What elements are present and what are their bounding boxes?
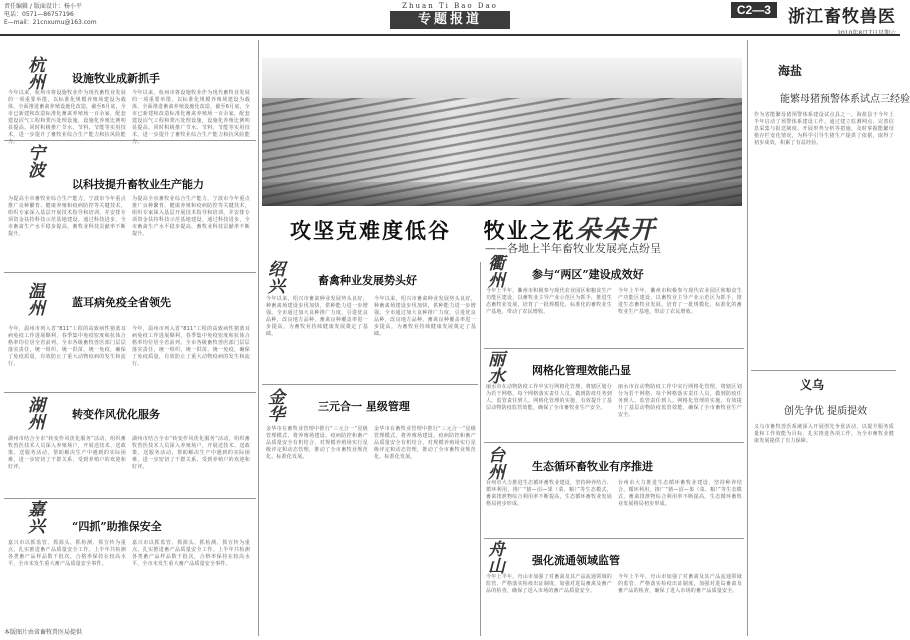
article-body: 今年以来，绍兴市畜禽种业发展势头良好，种畜禽场建设步伐加快，供种能力进一步增强。全市通过加大良种推广力度，引进优良品种，改良地方品种，畜禽良种覆盖率进一步提高，为畜牧业持续健康发展奠定了基础。 [266,296,368,337]
article-body: 今年上半年，舟山市加强了对畜禽及其产品流通领域的监管，严格落实检疫出证制度，加强对进岛畜禽及畜产品的检查，确保了进入市场的畜产品质量安全。 [486,574,612,594]
section-location: 宁 波 [28,144,45,181]
section-title: 创先争优 提质提效 [784,406,868,417]
headline-part2: 牧业之花 [483,218,576,243]
article-body: 今年以来，绍兴市畜禽种业发展势头良好，种畜禽场建设步伐加快，供种能力进一步增强。全市通过加大良种推广力度，引进优良品种，改良地方品种，畜禽良种覆盖率进一步提高，为畜牧业持续健康发展奠定了基础。 [374,296,476,337]
page-header [0,0,900,36]
article-body: 湖州市结合全市“转变作风优化服务”活动，组织畜牧兽医技术人员深入养殖场户，开展送技术、送政策、送服务活动，帮助解决生产中遇到的实际困难，进一步密切了干群关系，受到养殖户的欢迎和好评。 [8,436,126,470]
section-title: 强化流通领域监管 [532,554,620,567]
headline-part1: 攻坚克难度低谷 [290,218,451,243]
article-body: 金华市在畜牧业管理中推行“三元合一”星级管理模式，将养殖场建设、疫病防控和畜产品质量安全有机结合，对规模养殖场实行星级评定和动态管理，推动了全市畜牧业规范化、标准化发展。 [374,426,476,460]
issue-date: 2010年8月7日星期六 [837,30,896,37]
article-body: 台州市大力推进生态循环畜牧业建设，坚持种养结合、循环利用，推广“猪—沼—果（菜、粮）”等生态模式，畜禽排泄物综合利用率不断提高，生态循环畜牧业发展格局初步形成。 [618,480,742,507]
section-title: 能繁母猪预警体系试点三经验 [780,94,910,105]
article-body: 湖州市结合全市“转变作风优化服务”活动，组织畜牧兽医技术人员深入养殖场户，开展送技术、送政策、送服务活动，帮助解决生产中遇到的实际困难，进一步密切了干群关系，受到养殖户的欢迎和好评。 [132,436,250,470]
article-body: 今年上半年，衢州市积极参与现代农业园区和粮食生产功能区建设，以畜牧业主导产业示范区为抓手，推进生态畜牧业发展，培育了一批规模化、标准化的畜牧业生产基地，带动了农民增收。 [486,288,612,315]
article-body: 金华市在畜牧业管理中推行“三元合一”星级管理模式，将养殖场建设、疫病防控和畜产品质量安全有机结合，对规模养殖场实行星级评定和动态管理，推动了全市畜牧业规范化、标准化发展。 [266,426,368,460]
headline-flower: 朵朵开 [575,215,657,244]
article-body: 今年上半年，衢州市积极参与现代农业园区和粮食生产功能区建设，以畜牧业主导产业示范区为抓手，推进生态畜牧业发展，培育了一批规模化、标准化的畜牧业生产基地，带动了农民增收。 [618,288,742,315]
farm-photo [262,58,742,206]
photo-credit: 本版图片由省畜牧兽医局提供 [4,629,83,636]
phone-line: 电话：0571—86757196 [4,11,74,18]
article-body: 义乌市畜牧兽医系统深入开展创先争优活动，以提升服务质量和工作效能为目标，扎实推进各项工作，为全市畜牧业健康发展提供了有力保障。 [754,424,894,444]
section-location: 衢 州 [488,254,505,291]
section-location: 绍 兴 [268,260,285,297]
section-divider [4,272,256,273]
column-divider [258,40,259,636]
section-location: 温 州 [28,282,45,319]
editor-line: 责任编辑 / 版面设计：杨小平 [4,3,82,10]
section-location: 嘉 兴 [28,500,45,537]
section-divider [484,442,744,443]
section-divider [751,370,896,371]
section-location: 金 华 [268,388,285,425]
section-title: 专题报道 [390,11,510,29]
section-location: 海盐 [778,64,803,78]
article-body: 今年，温州市列入省“811”工程的高致病性猪蓝耳病免疫工作进展顺利，春季集中免疫密度和抗体合格率均位居全省前列。全市各级畜牧兽医部门层层落实责任，统一组织、统一供苗、统一免疫，确保了免疫质量，有效防止了重大动物疫病的发生和流行。 [8,326,126,367]
section-title: 网格化管理效能凸显 [532,364,631,377]
article-body: 嘉兴市以抓监管、抓源头、抓检测、抓宣传为重点，扎实推进畜产品质量安全工作。上半年共检测各类畜产品样品数千批次，合格率保持在较高水平，全市未发生重大畜产品质量安全事件。 [132,540,250,567]
article-body: 嘉兴市以抓监管、抓源头、抓检测、抓宣传为重点，扎实推进畜产品质量安全工作。上半年共检测各类畜产品样品数千批次，合格率保持在较高水平，全市未发生重大畜产品质量安全事件。 [8,540,126,567]
section-divider [484,538,744,539]
section-location: 舟 山 [488,540,505,577]
email-line: E—mail：21cnxumu@163.com [4,19,97,26]
masthead [731,2,896,37]
editor-info [4,3,97,27]
article-body: 台州市大力推进生态循环畜牧业建设，坚持种养结合、循环利用，推广“猪—沼—果（菜、粮）”等生态模式，畜禽排泄物综合利用率不断提高，生态循环畜牧业发展格局初步形成。 [486,480,612,507]
section-title: 设施牧业成新抓手 [72,72,160,85]
section-banner [360,2,540,29]
section-location: 台 州 [488,446,505,483]
section-title: 生态循环畜牧业有序推进 [532,460,653,473]
article-body: 为提高全市畜牧业综合生产能力，宁波市今年重点推广良种繁育、健康养殖和疫病防控等关键技术，组织专家深入基层开展技术指导和培训，并安排专项资金扶持科技示范基地建设。通过科技进步，全市畜禽生产水平稳步提高，畜牧业科技贡献率不断提升。 [132,196,250,237]
article-body: 为提高全市畜牧业综合生产能力，宁波市今年重点推广良种繁育、健康养殖和疫病防控等关键技术，组织专家深入基层开展技术指导和培训，并安排专项资金扶持科技示范基地建设。通过科技进步，全市畜禽生产水平稳步提高，畜牧业科技贡献率不断提升。 [8,196,126,237]
section-title: 畜禽种业发展势头好 [318,274,417,287]
section-title: 转变作风优化服务 [72,408,160,421]
article-body: 作为省能繁母猪预警体系建设试点县之一，海盐县于今年上半年启动了预警体系建设工作。通过建立监测网点、完善信息采集与报送制度、开展形势分析等措施，及时掌握能繁母猪存栏变化情况，为科学引导生猪生产提供了依据，取得了初步成效，积累了有益经验。 [754,112,894,146]
section-location: 湖 州 [28,396,45,433]
section-divider [4,392,256,393]
section-divider [4,498,256,499]
paper-name: 浙江畜牧兽医 [788,7,896,27]
section-divider [484,348,744,349]
article-body: 今年以来，杭州市将设施牧业作为现代畜牧业发展的一项重要举措，以标准化规模养殖场建设为载体，全面推进畜禽养殖设施化改造。截至6月底，全市已新建和改造标准化畜禽养殖场一百余家，配套建设沼气工程和粪污处理设施，设施化养殖比例明显提高。同时积极推广节水、节料、节能等实用技术，进一步提升了畜牧业综合生产能力和抗风险能力。 [132,90,250,145]
section-title: 参与“两区”建设成效好 [532,268,644,281]
article-body: 今年上半年，舟山市加强了对畜禽及其产品流通领域的监管，严格落实检疫出证制度，加强对进岛畜禽及畜产品的检查，确保了进入市场的畜产品质量安全。 [618,574,742,594]
article-body: 今年以来，杭州市将设施牧业作为现代畜牧业发展的一项重要举措，以标准化规模养殖场建设为载体，全面推进畜禽养殖设施化改造。截至6月底，全市已新建和改造标准化畜禽养殖场一百余家，配套建设沼气工程和粪污处理设施，设施化养殖比例明显提高。同时积极推广节水、节料、节能等实用技术，进一步提升了畜牧业综合生产能力和抗风险能力。 [8,90,126,145]
section-title: 三元合一 星级管理 [318,400,410,413]
section-pinyin: Zhuan Ti Bao Dao [402,2,498,10]
article-body: 丽水市在动物防疫工作中实行网格化管理，将辖区划分为若干网格，每个网格落实责任人员，做到防疫任务到人、监管责任到人。网格化管理的实施，有效提升了基层动物防疫监管效能，确保了全市畜牧业生产安全。 [486,384,612,411]
main-subhead: ——各地上半年畜牧业发展亮点纷呈 [485,242,661,255]
article-body: 丽水市在动物防疫工作中实行网格化管理，将辖区划分为若干网格，每个网格落实责任人员，做到防疫任务到人、监管责任到人。网格化管理的实施，有效提升了基层动物防疫监管效能，确保了全市畜牧业生产安全。 [618,384,742,418]
column-divider [747,40,748,636]
section-title: 蓝耳病免疫全省领先 [72,296,171,309]
section-location: 义乌 [800,378,825,392]
section-title: “四抓”助推保安全 [72,520,162,533]
page-number: C2—3 [731,2,777,18]
section-divider [4,140,256,141]
section-location: 丽 水 [488,350,505,387]
section-location: 杭 州 [28,56,45,93]
section-divider [262,384,478,385]
column-divider [480,262,481,636]
article-body: 今年，温州市列入省“811”工程的高致病性猪蓝耳病免疫工作进展顺利，春季集中免疫密度和抗体合格率均位居全省前列。全市各级畜牧兽医部门层层落实责任，统一组织、统一供苗、统一免疫，确保了免疫质量，有效防止了重大动物疫病的发生和流行。 [132,326,250,367]
section-title: 以科技提升畜牧业生产能力 [72,178,204,191]
